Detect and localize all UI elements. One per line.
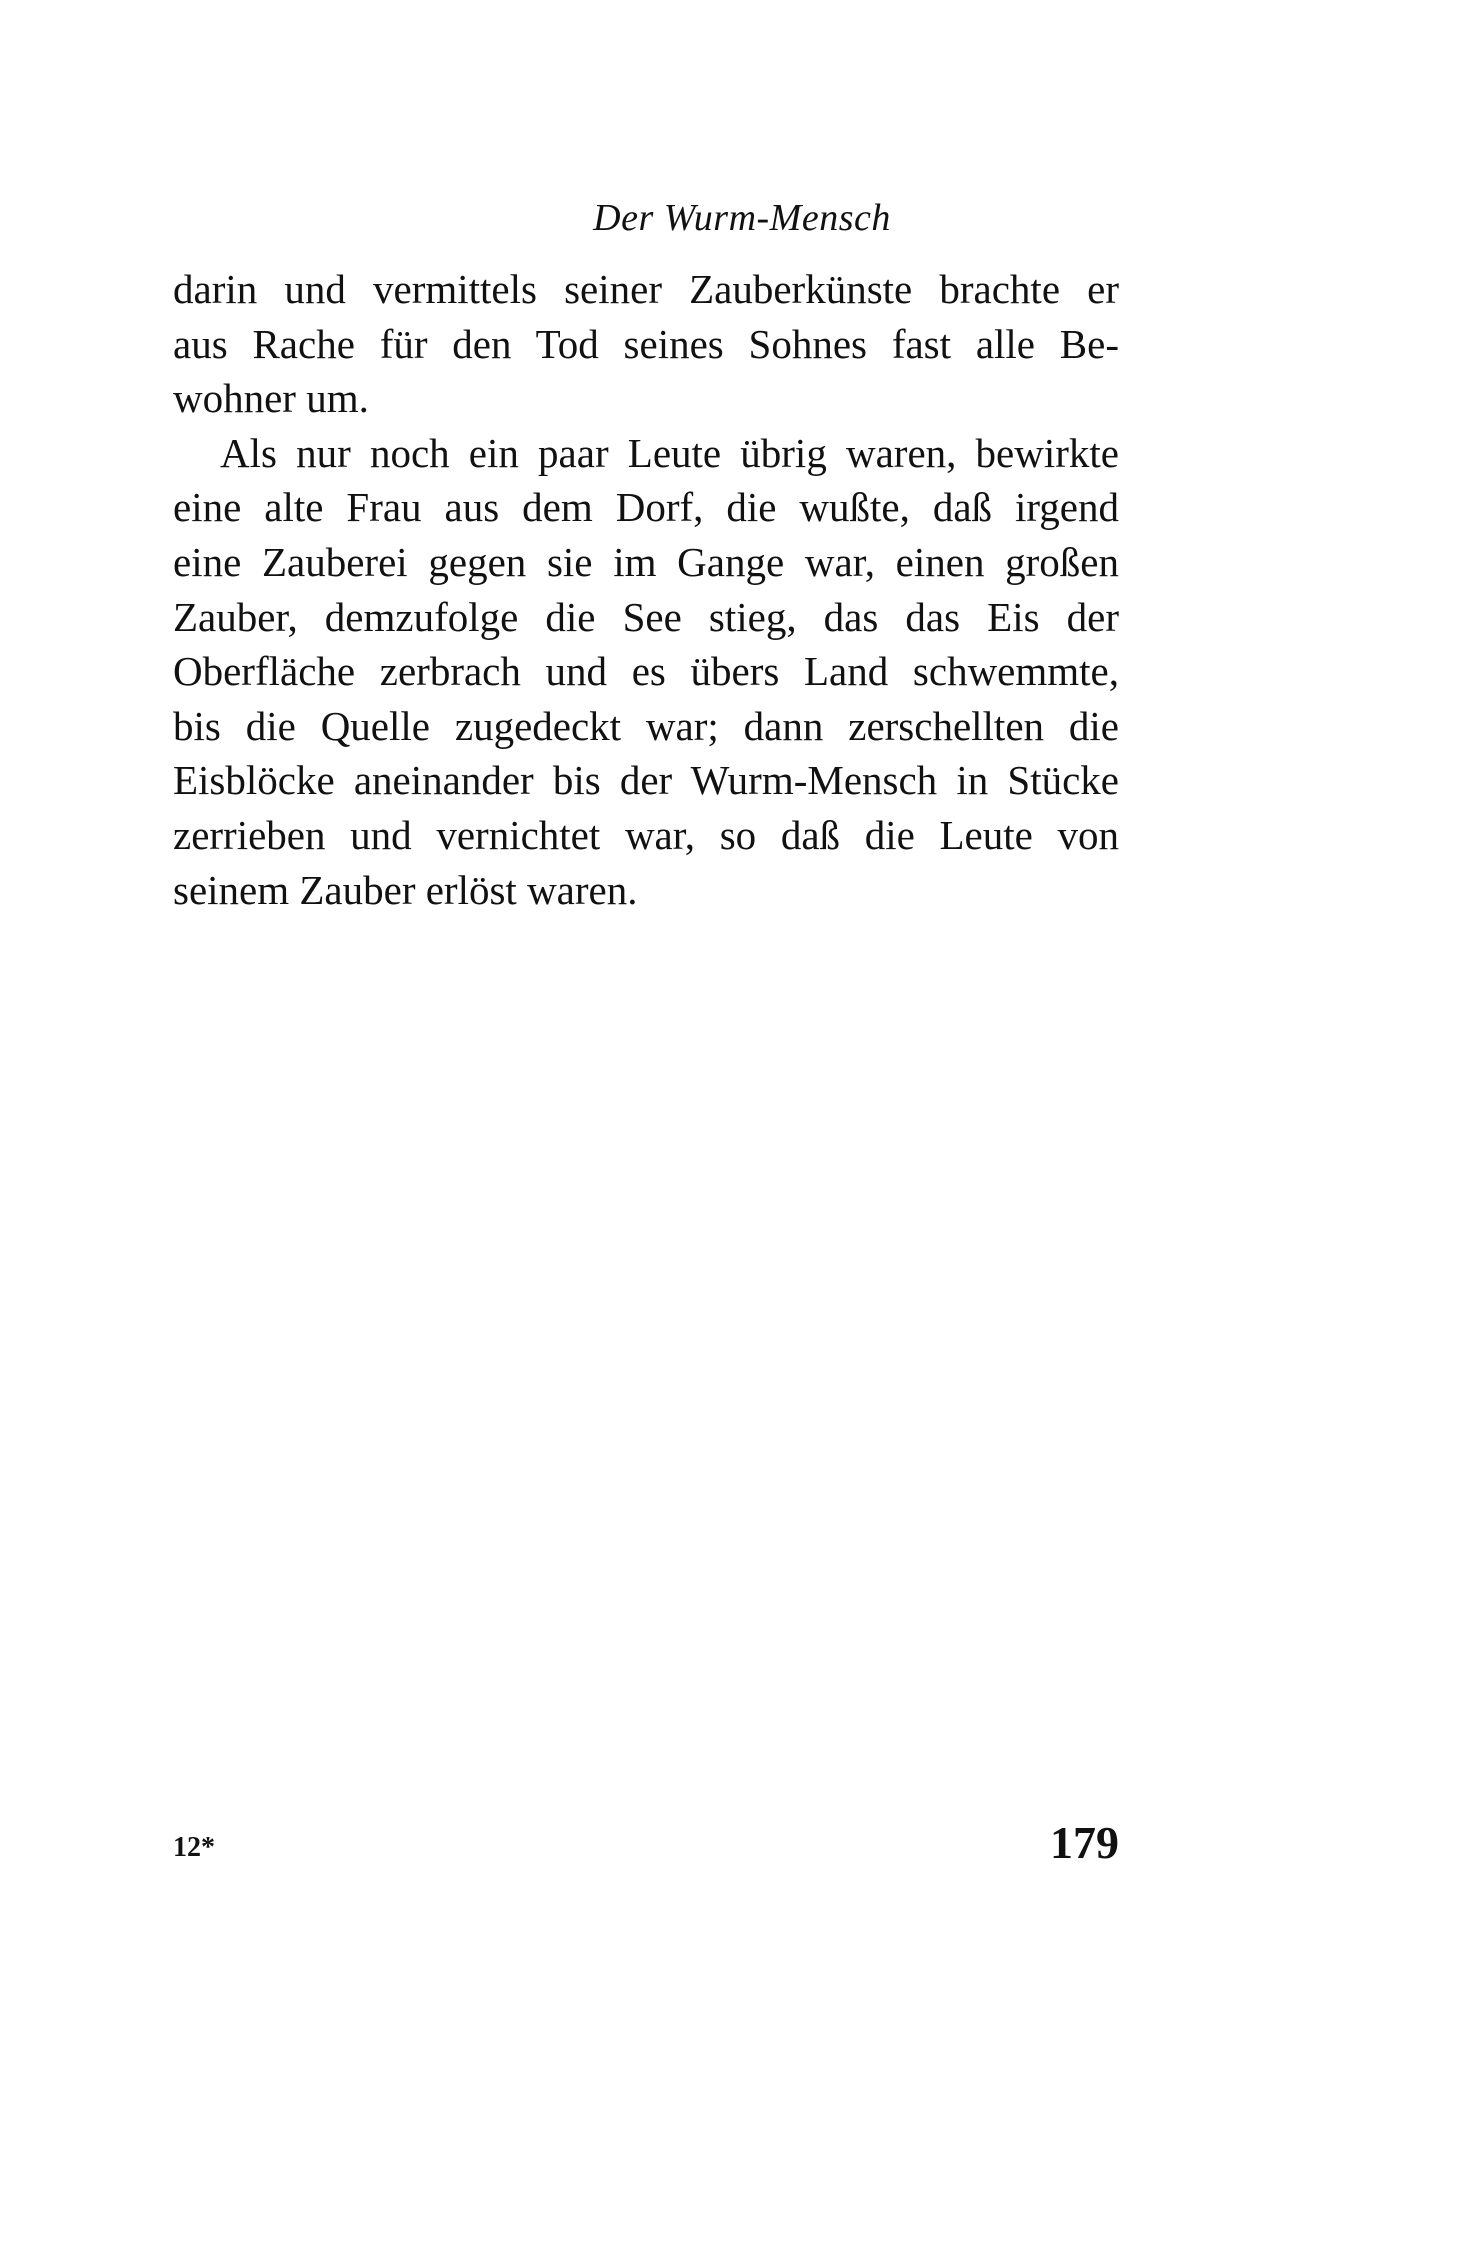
running-head: Der Wurm-Mensch xyxy=(593,197,891,239)
paragraph xyxy=(173,426,1119,917)
text-line: Zauber, demzufolge die See stieg, das das Eis der xyxy=(173,593,1119,640)
body-text xyxy=(173,262,1119,917)
text-line: wohner um. xyxy=(173,375,369,422)
text-line: darin und vermittels seiner Zauberkünste brachte er xyxy=(173,266,1119,312)
paragraph xyxy=(173,262,1119,426)
text-line: seinem Zauber erlöst waren. xyxy=(173,866,638,913)
text-line: zerrieben und vernichtet war, so daß die Leute von xyxy=(173,811,1119,858)
page-number: 179 xyxy=(1050,1817,1119,1868)
text-line: Eisblöcke aneinander bis der Wurm-Mensch in Stücke xyxy=(173,757,1119,804)
text-line: Oberfläche zerbrach und es übers Land schwemmte, xyxy=(173,648,1119,695)
text-line: eine alte Frau aus dem Dorf, die wußte, daß irgend xyxy=(173,484,1119,531)
text-line: aus Rache für den Tod seines Sohnes fast alle Be- xyxy=(173,320,1119,367)
text-line: eine Zauberei gegen sie im Gange war, einen großen xyxy=(173,538,1119,585)
text-line: Als nur noch ein paar Leute übrig waren, bewirkte xyxy=(220,429,1119,476)
text-line: bis die Quelle zugedeckt war; dann zerschellten die xyxy=(173,702,1119,749)
signature-mark: 12* xyxy=(173,1832,215,1863)
